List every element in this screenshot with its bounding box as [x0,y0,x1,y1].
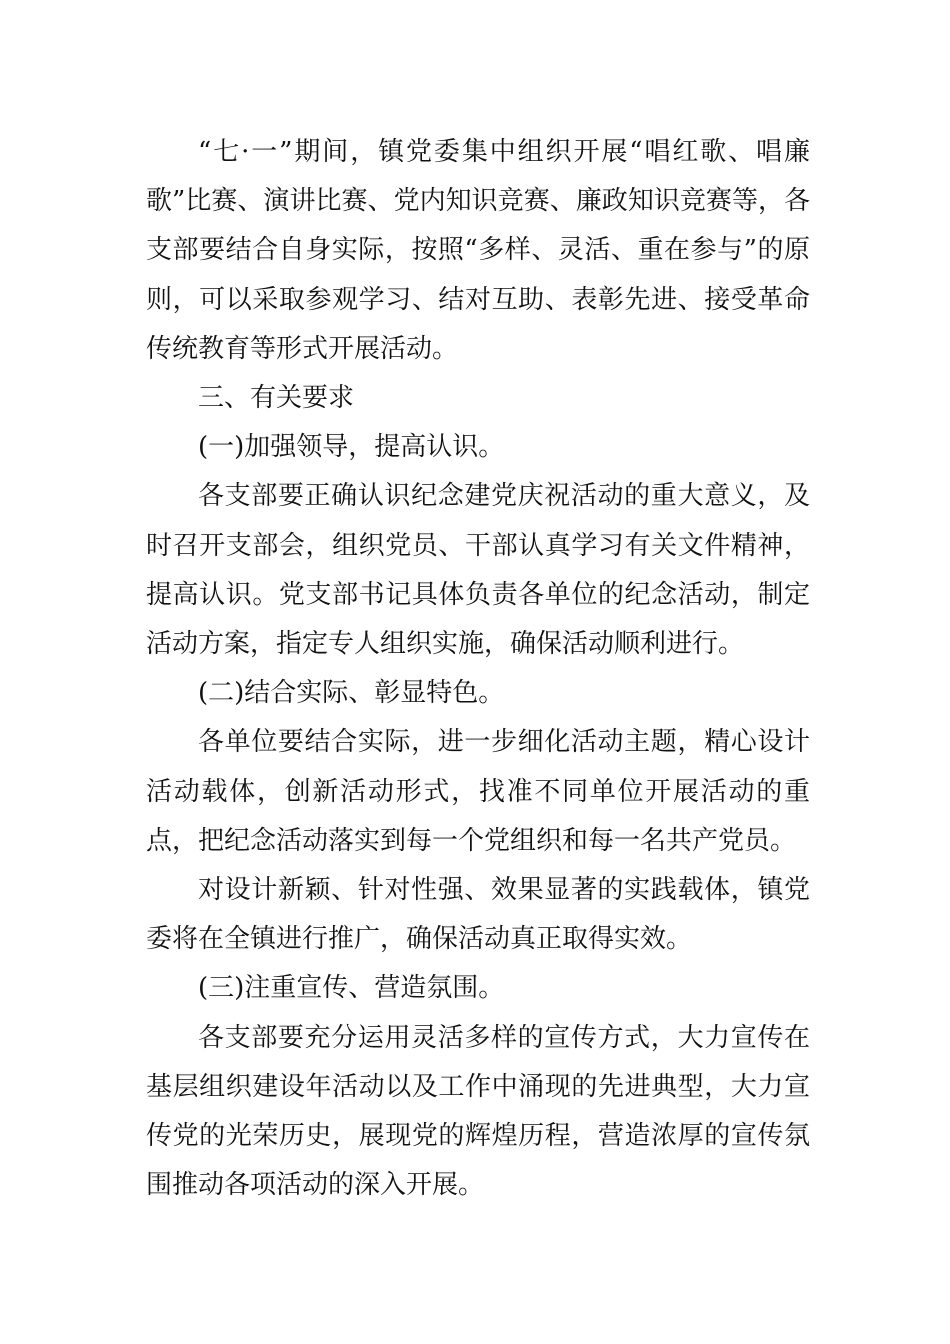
subheading-characteristics: (二)结合实际、彰显特色。 [198,678,505,709]
document-body [146,128,810,1210]
subheading-publicity: (三)注重宣传、营造氛围。 [198,973,505,1004]
paragraph-publicity: 各支部要充分运用灵活多样的宣传方式，大力宣传在基层组织建设年活动以及工作中涌现的先进典型，大力宣传党的光荣历史，展现党的辉煌历程，营造浓厚的宣传氛围推动各项活动的深入开展。 [146,1022,810,1201]
paragraph-characteristics: 各单位要结合实际，进一步细化活动主题，精心设计活动载体，创新活动形式，找准不同单位开展活动的重点，把纪念活动落实到每一个党组织和每一名共产党员。 [146,727,810,856]
paragraph-leadership: 各支部要正确认识纪念建党庆祝活动的重大意义，及时召开支部会，组织党员、干部认真学习有关文件精神，提高认识。党支部书记具体负责各单位的纪念活动，制定活动方案，指定专人组织实施，确保活动顺利进行。 [146,481,810,660]
paragraph-promotion: 对设计新颖、针对性强、效果显著的实践载体，镇党委将在全镇进行推广，确保活动真正取得实效。 [146,875,810,955]
paragraph-activities: “七·一”期间，镇党委集中组织开展“唱红歌、唱廉歌”比赛、演讲比赛、党内知识竞赛、廉政知识竞赛等，各支部要结合自身实际，按照“多样、灵活、重在参与”的原则，可以采取参观学习、结对互助、表彰先进、接受革命传统教育等形式开展活动。 [146,137,810,364]
section-heading-requirements: 三、有关要求 [198,383,355,414]
subheading-leadership: (一)加强领导，提高认识。 [198,432,505,463]
